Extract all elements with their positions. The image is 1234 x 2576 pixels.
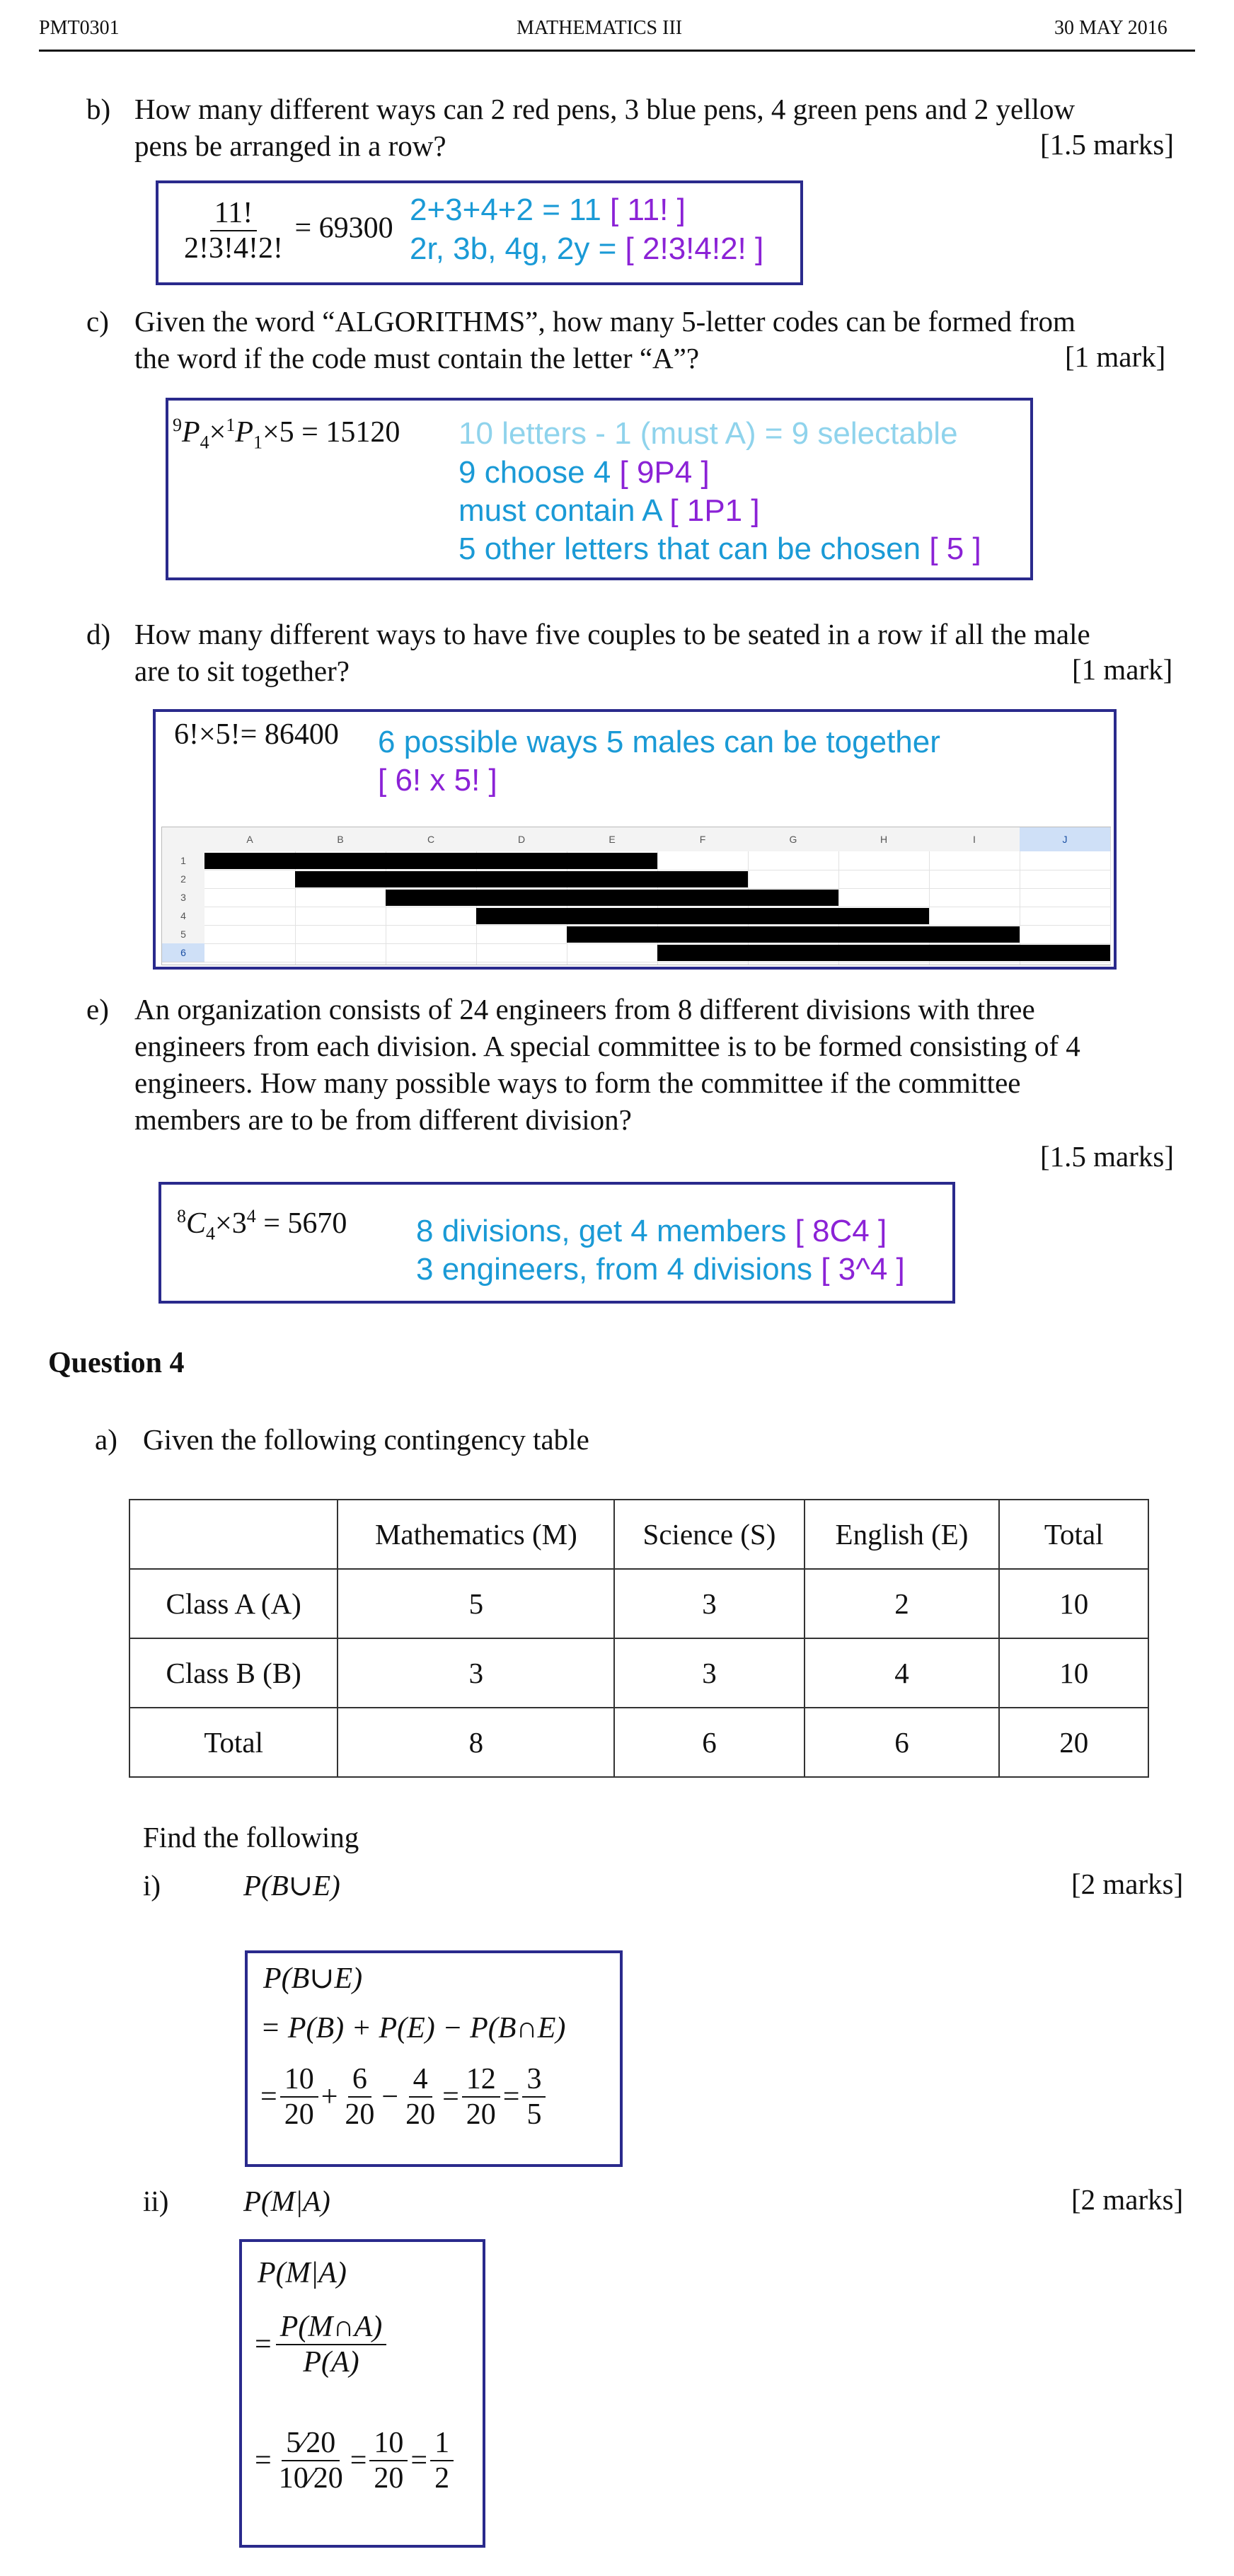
sheet-row-header: 6 [162,943,204,962]
qb-ann1-purple: [ 11! ] [610,192,686,227]
sheet-row-header: 1 [162,851,204,870]
qb-marks: [1.5 marks] [1040,128,1175,161]
qc-p2: P [235,416,253,449]
q4i-f2-den: 20 [345,2098,375,2131]
q4i-f4-den: 20 [466,2098,496,2131]
q4ii-marks: [2 marks] [1071,2183,1184,2216]
table-row [129,1638,1148,1708]
male-seat-block [386,890,838,906]
q4ii-c-num: 5⁄20 [282,2426,340,2461]
qb-ann2-blue: 2r, 3b, 4g, 2y = [410,231,625,266]
table-cell: 3 [614,1569,804,1638]
table-cell: Class B (B) [129,1638,338,1708]
qc-sup1: 9 [173,415,182,435]
q4i-f5-den: 5 [526,2098,542,2131]
qd-ann1: 6 possible ways 5 males can be together [378,725,940,759]
sheet-row-header: 3 [162,888,204,907]
qe-c: C [186,1207,207,1240]
sheet-col-header: F [657,827,749,851]
sheet-col-header: B [295,827,386,851]
table-header-row [129,1500,1148,1569]
qc-ann4-blue: 5 other letters that can be chosen [459,531,930,566]
q4i-f4-num: 12 [462,2062,500,2098]
table-header-cell: Mathematics (M) [338,1500,614,1569]
qc-times1: × [209,416,226,449]
table-cell: 10 [999,1569,1148,1638]
male-seat-block [476,908,929,924]
table-cell: 10 [999,1638,1148,1708]
male-seat-block [295,871,748,887]
table-cell: 3 [614,1638,804,1708]
q4i-f2-num: 6 [348,2062,371,2098]
qc-line1: Given the word “ALGORITHMS”, how many 5-letter codes can be formed from [134,305,1076,338]
qc-ann3-blue: must contain A [459,493,670,528]
qd-answer-box [153,709,1117,970]
sheet-col-header: C [386,827,477,851]
q4ii-g-den: 20 [374,2462,404,2495]
qb-label: b) [86,93,111,125]
q4ii-c-den: 10⁄20 [278,2462,343,2495]
table-header-cell: English (E) [805,1500,1000,1569]
table-row [129,1708,1148,1777]
sheet-row-header: 4 [162,907,204,926]
table-cell: Total [129,1708,338,1777]
qc-ann2-blue: 9 choose 4 [459,455,620,490]
sheet-col-header: H [838,827,930,851]
q4ii-eq4: = [410,2444,428,2477]
qe-ann1-blue: 8 divisions, get 4 members [416,1214,795,1248]
qe-times: ×3 [215,1207,247,1240]
table-cell: 6 [614,1708,804,1777]
sheet-col-header: D [476,827,567,851]
q4i-eq: = [260,2081,277,2113]
q4i-f5-num: 3 [522,2062,546,2098]
qd-line2: are to sit together? [134,655,350,687]
q4ii-line1: P(M|A) [258,2257,347,2289]
qe-rest: = 5670 [263,1207,347,1240]
q4ii-eq1: = [255,2328,272,2361]
q4i-line1: P(B∪E) [263,1962,363,1995]
sheet-row-header: 5 [162,925,204,944]
qc-sup2: 1 [226,415,236,435]
q4ii-h-num: 1 [430,2426,454,2461]
qc-rest: ×5 = 15120 [263,416,400,449]
qb-numerator: 11! [210,196,257,231]
sheet-col-header: J [1020,827,1111,851]
qb-line1: How many different ways can 2 red pens, 3 blue pens, 4 green pens and 2 yellow [134,93,1076,125]
q4i-label: i) [143,1869,161,1902]
q4i-answer-box [245,1950,623,2167]
seating-spreadsheet [161,827,1111,965]
qc-sub2: 1 [253,432,263,453]
qc-ann3-purple: [ 1P1 ] [669,493,760,528]
q4i-eq3: = [502,2081,520,2113]
q4i-marks: [2 marks] [1071,1868,1184,1900]
q4ii-label: ii) [143,2185,169,2217]
table-cell: 8 [338,1708,614,1777]
table-header-cell: Science (S) [614,1500,804,1569]
q4i-f3-num: 4 [409,2062,432,2098]
qc-ann4-purple: [ 5 ] [929,531,981,566]
qd-ann2: [ 6! x 5! ] [378,763,497,798]
sheet-col-header: E [567,827,658,851]
q4ii-h-den: 2 [434,2462,450,2495]
male-seat-block [657,945,1110,961]
table-cell: 3 [338,1638,614,1708]
qe-label: e) [86,993,109,1025]
contingency-table [129,1499,1149,1778]
qd-label: d) [86,618,111,650]
q4a-text: Given the following contingency table [143,1423,589,1456]
qe-answer-box [158,1182,955,1304]
qe-sub1: 4 [206,1223,216,1244]
qc-ann1: 10 letters - 1 (must A) = 9 selectable [459,416,958,451]
qc-sub1: 4 [200,432,209,453]
question-4-title: Question 4 [48,1347,185,1379]
male-seat-block [567,926,1020,943]
table-cell: Class A (A) [129,1569,338,1638]
q4i-line2: = P(B) + P(E) − P(B∩E) [260,2012,566,2045]
q4ii-frac-den: P(A) [303,2346,359,2379]
q4ii-answer-box [239,2239,485,2548]
table-header-cell: Total [999,1500,1148,1569]
q4ii-expr: P(M|A) [243,2185,330,2217]
qb-result: = 69300 [294,212,393,245]
qe-line2: engineers from each division. A special committee is to be formed consisting of 4 [134,1030,1080,1062]
qc-marks: [1 mark] [1065,340,1166,373]
qb-line2: pens be arranged in a row? [134,130,446,162]
header-rule [39,50,1195,52]
qc-p1: P [182,416,200,449]
q4i-f3-den: 20 [405,2098,436,2131]
qe-sup2: 4 [246,1206,256,1226]
q4a-label: a) [95,1423,117,1456]
table-cell: 6 [805,1708,1000,1777]
q4ii-eq3: = [350,2444,367,2477]
qc-line2: the word if the code must contain the letter “A”? [134,342,700,374]
qe-line1: An organization consists of 24 engineers from 8 different divisions with three [134,993,1035,1025]
qe-ann2-blue: 3 engineers, from 4 divisions [416,1252,821,1287]
qb-answer-box [156,180,803,285]
qc-label: c) [86,305,109,338]
q4ii-eq2: = [255,2444,272,2477]
qe-marks: [1.5 marks] [1040,1140,1175,1173]
qc-ann2-purple: [ 9P4 ] [619,455,710,490]
sheet-col-header: I [929,827,1020,851]
q4i-plus: + [321,2081,338,2113]
qb-denominator: 2!3!4!2! [184,232,283,265]
table-row [129,1569,1148,1638]
qb-ann2-purple: [ 2!3!4!2! ] [625,231,764,266]
q4ii-g-num: 10 [369,2426,408,2461]
q4i-minus: − [381,2081,399,2113]
qd-line1: How many different ways to have five couples to be seated in a row if all the male [134,618,1090,650]
sheet-col-header: A [204,827,296,851]
qc-answer-box [166,398,1033,580]
table-cell: 20 [999,1708,1148,1777]
qe-sup1: 8 [177,1206,186,1226]
q4i-f1-den: 20 [284,2098,314,2131]
table-cell: 2 [805,1569,1000,1638]
q4i-f1-num: 10 [280,2062,318,2098]
exam-date: 30 MAY 2016 [1054,17,1167,39]
sheet-row-header: 2 [162,870,204,889]
qd-marks: [1 mark] [1072,653,1173,686]
table-header-cell [129,1500,338,1569]
find-following: Find the following [143,1821,359,1853]
q4ii-frac-num: P(M∩A) [276,2310,387,2345]
sheet-col-header: G [748,827,839,851]
male-seat-block [204,853,657,869]
qe-line3: engineers. How many possible ways to form the committee if the committee [134,1066,1021,1099]
subject-title: MATHEMATICS III [517,17,683,39]
qe-ann1-purple: [ 8C4 ] [795,1214,887,1248]
qe-ann2-purple: [ 3^4 ] [821,1252,905,1287]
qb-ann1-blue: 2+3+4+2 = 11 [410,192,611,227]
q4i-expr: P(B∪E) [243,1869,340,1902]
table-cell: 4 [805,1638,1000,1708]
qd-formula: 6!×5!= 86400 [174,718,339,751]
course-code: PMT0301 [39,17,120,39]
table-cell: 5 [338,1569,614,1638]
q4i-eq2: = [442,2081,459,2113]
qe-line4: members are to be from different division? [134,1103,632,1136]
